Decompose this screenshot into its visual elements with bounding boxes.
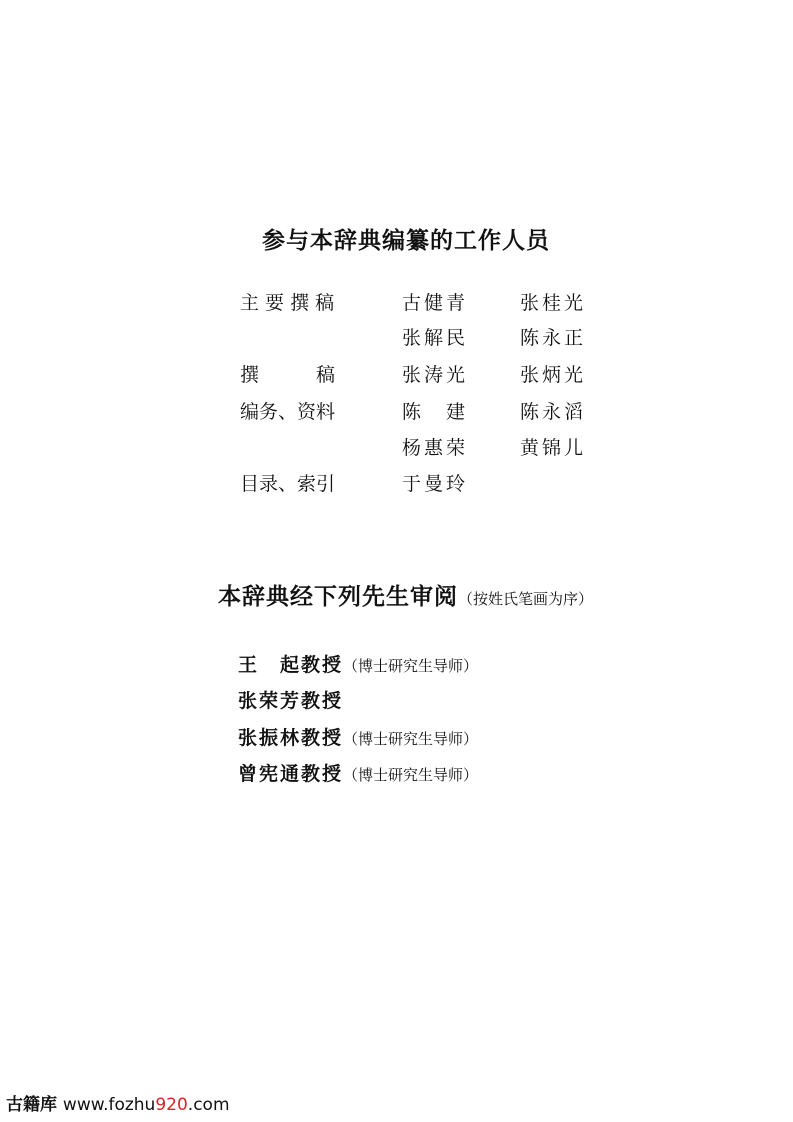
reviewer-name: 王 起教授 <box>238 654 344 676</box>
staff-name: 张桂光 <box>520 292 587 314</box>
staff-section-title: 参与本辞典编纂的工作人员 <box>262 228 550 254</box>
review-title-note: （按姓氏笔画为序） <box>458 590 594 608</box>
staff-name: 黄锦儿 <box>520 437 587 459</box>
footer-url-highlight: 920 <box>155 1095 188 1115</box>
footer-site-name: 古籍库 <box>6 1095 57 1115</box>
reviewer-item <box>238 723 478 750</box>
review-section-title <box>218 578 593 611</box>
staff-name: 张涛光 <box>402 364 469 386</box>
review-title-text: 本辞典经下列先生审阅 <box>218 584 458 610</box>
staff-name: 古健青 <box>402 292 469 314</box>
reviewer-note: （博士研究生导师） <box>343 657 479 675</box>
reviewer-name: 张荣芳教授 <box>238 690 344 712</box>
footer-url-prefix: www.fozhu <box>62 1095 156 1115</box>
reviewer-note: （博士研究生导师） <box>343 766 479 784</box>
reviewer-item <box>238 686 343 713</box>
staff-role: 编务、资料 <box>240 401 336 423</box>
staff-name: 陈 建 <box>402 401 469 423</box>
staff-role: 主 要 撰 稿 <box>240 292 335 314</box>
reviewer-name: 张振林教授 <box>238 727 344 749</box>
staff-role: 目录、索引 <box>240 473 336 495</box>
footer-url-suffix: .com <box>187 1095 230 1115</box>
reviewer-item <box>238 650 478 677</box>
staff-name: 张炳光 <box>520 364 587 386</box>
staff-name: 于曼玲 <box>402 473 469 495</box>
footer-watermark <box>6 1090 230 1115</box>
reviewer-note: （博士研究生导师） <box>343 730 479 748</box>
reviewer-name: 曾宪通教授 <box>238 763 344 785</box>
staff-name: 张解民 <box>402 327 469 349</box>
staff-name: 陈永滔 <box>520 401 587 423</box>
staff-name: 陈永正 <box>520 327 587 349</box>
staff-name: 杨惠荣 <box>402 437 469 459</box>
reviewer-item <box>238 759 478 786</box>
staff-role: 撰 稿 <box>240 364 336 386</box>
